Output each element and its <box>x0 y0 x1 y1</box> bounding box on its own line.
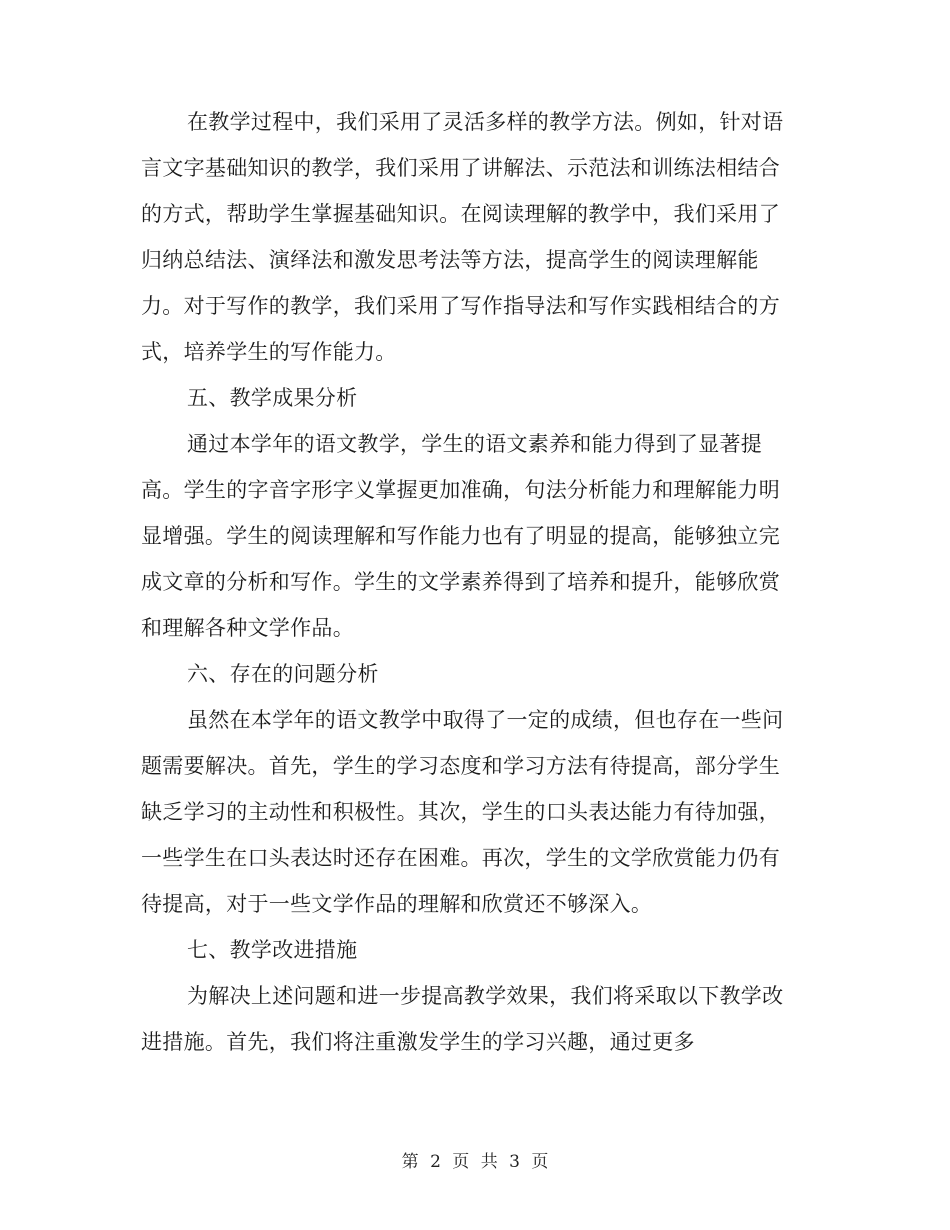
document-body <box>141 99 801 1065</box>
paragraph-existing-problems: 虽然在本学年的语文教学中取得了一定的成绩，但也存在一些问题需要解决。首先，学生的学习态度和学习方法有待提高，部分学生缺乏学习的主动性和积极性。其次，学生的口头表达能力有待加强，一些学生在口头表达时还存在困难。再次，学生的文学欣赏能力仍有待提高，对于一些文学作品的理解和欣赏还不够深入。 <box>141 708 784 916</box>
page-number-footer: 第 2 页 共 3 页 <box>401 1152 549 1172</box>
heading-improvement-measures: 七、教学改进措施 <box>187 938 358 962</box>
heading-teaching-results: 五、教学成果分析 <box>187 386 358 410</box>
heading-existing-problems: 六、存在的问题分析 <box>187 662 379 686</box>
paragraph-teaching-results: 通过本学年的语文教学，学生的语文素养和能力得到了显著提高。学生的字音字形字义掌握更加准确，句法分析能力和理解能力明显增强。学生的阅读理解和写作能力也有了明显的提高，能够独立完成文章的分析和写作。学生的文学素养得到了培养和提升，能够欣赏和理解各种文学作品。 <box>141 432 780 640</box>
paragraph-improvement-measures: 为解决上述问题和进一步提高教学效果，我们将采取以下教学改进措施。首先，我们将注重激发学生的学习兴趣，通过更多 <box>141 984 784 1054</box>
paragraph-teaching-methods: 在教学过程中，我们采用了灵活多样的教学方法。例如，针对语言文字基础知识的教学，我们采用了讲解法、示范法和训练法相结合的方式，帮助学生掌握基础知识。在阅读理解的教学中，我们采用了归纳总结法、演绎法和激发思考法等方法，提高学生的阅读理解能力。对于写作的教学，我们采用了写作指导法和写作实践相结合的方式，培养学生的写作能力。 <box>141 110 784 364</box>
